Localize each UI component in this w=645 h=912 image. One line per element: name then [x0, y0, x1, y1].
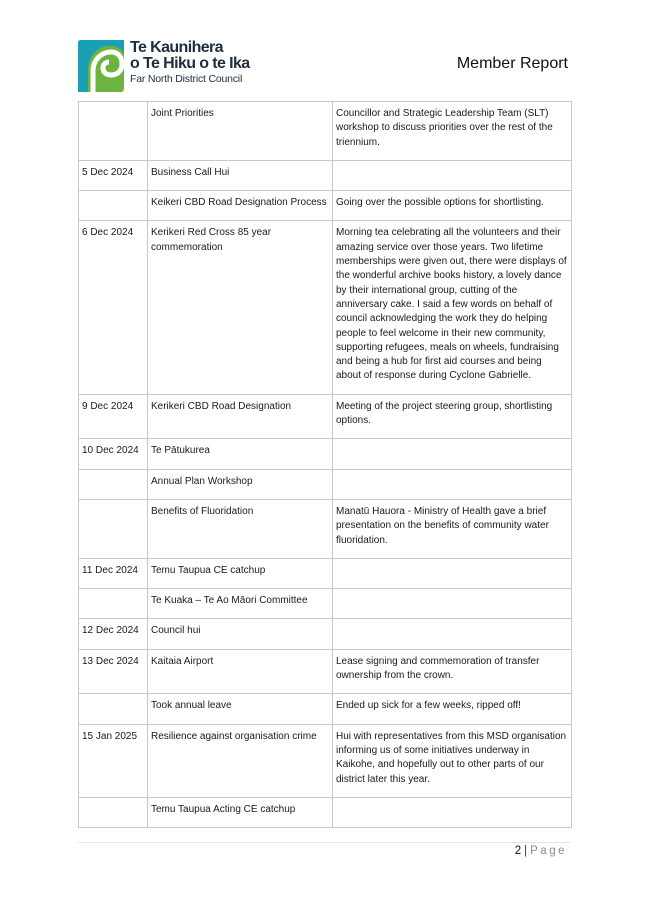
activity-cell: Took annual leave	[148, 694, 333, 724]
council-logo	[78, 39, 250, 96]
notes-cell	[333, 160, 572, 190]
date-cell	[79, 589, 148, 619]
notes-cell	[333, 589, 572, 619]
footer-separator: |	[524, 845, 528, 857]
notes-cell: Hui with representatives from this MSD organisation informing us of some initiatives underway in Kaikohe, and hopefully out to other parts of our district later this year.	[333, 724, 572, 797]
council-emblem-icon	[78, 40, 126, 94]
notes-cell	[333, 619, 572, 649]
table-row	[79, 619, 572, 649]
date-cell	[79, 191, 148, 221]
activity-cell: Benefits of Fluoridation	[148, 499, 333, 558]
table-row	[79, 558, 572, 588]
activity-cell: Resilience against organisation crime	[148, 724, 333, 797]
activity-cell: Kerikeri CBD Road Designation	[148, 394, 333, 439]
notes-cell: Lease signing and commemoration of transfer ownership from the crown.	[333, 649, 572, 694]
date-cell	[79, 469, 148, 499]
table-row	[79, 694, 572, 724]
date-cell	[79, 797, 148, 827]
notes-cell	[333, 469, 572, 499]
notes-cell	[333, 558, 572, 588]
table-row	[79, 439, 572, 469]
table-row	[79, 102, 572, 161]
table-row	[79, 589, 572, 619]
date-cell	[79, 499, 148, 558]
date-cell: 10 Dec 2024	[79, 439, 148, 469]
date-cell: 13 Dec 2024	[79, 649, 148, 694]
footer-divider	[78, 842, 571, 843]
page-title: Member Report	[456, 55, 568, 72]
notes-cell: Morning tea celebrating all the volunteers and their amazing service over those years. Two lifetime memberships were given out, there were displays of the wonderful archive books history, a lovely dance by their international group, cutting of the anniversary cake. I said a few words on behalf of council acknowledging the work they do helping people to feel welcome in their new community, supporting refugees, meals on wheels, fundraising and being a hub for first aid courses and being about of response during Cyclone Gabrielle.	[333, 221, 572, 394]
logo-line-2: o Te Hiku o te Ika	[130, 55, 250, 72]
notes-cell: Ended up sick for a few weeks, ripped off!	[333, 694, 572, 724]
logo-line-3: Far North District Council	[130, 73, 243, 85]
activity-cell: Temu Taupua Acting CE catchup	[148, 797, 333, 827]
page-footer	[515, 845, 567, 857]
date-cell: 15 Jan 2025	[79, 724, 148, 797]
table-row	[79, 191, 572, 221]
notes-cell: Meeting of the project steering group, shortlisting options.	[333, 394, 572, 439]
activity-cell: Annual Plan Workshop	[148, 469, 333, 499]
activity-cell: Joint Priorities	[148, 102, 333, 161]
activity-cell: Business Call Hui	[148, 160, 333, 190]
notes-cell	[333, 797, 572, 827]
table-row	[79, 649, 572, 694]
notes-cell: Councillor and Strategic Leadership Team (SLT) workshop to discuss priorities over the rest of the triennium.	[333, 102, 572, 161]
activity-cell: Keikeri CBD Road Designation Process	[148, 191, 333, 221]
activity-table	[78, 101, 572, 828]
table-row	[79, 499, 572, 558]
page-number: 2	[514, 845, 522, 857]
table-row	[79, 469, 572, 499]
activity-cell: Te Kuaka – Te Ao Māori Committee	[148, 589, 333, 619]
table-row	[79, 797, 572, 827]
activity-cell: Council hui	[148, 619, 333, 649]
date-cell: 6 Dec 2024	[79, 221, 148, 394]
activity-cell: Temu Taupua CE catchup	[148, 558, 333, 588]
page-label: Page	[530, 845, 567, 857]
notes-cell: Manatū Hauora - Ministry of Health gave a brief presentation on the benefits of community water fluoridation.	[333, 499, 572, 558]
date-cell: 9 Dec 2024	[79, 394, 148, 439]
activity-cell: Te Pātukurea	[148, 439, 333, 469]
notes-cell: Going over the possible options for shortlisting.	[333, 191, 572, 221]
date-cell	[79, 694, 148, 724]
table-row	[79, 394, 572, 439]
table-row	[79, 221, 572, 394]
date-cell: 11 Dec 2024	[79, 558, 148, 588]
date-cell: 12 Dec 2024	[79, 619, 148, 649]
table-row	[79, 724, 572, 797]
activity-cell: Kerikeri Red Cross 85 year commemoration	[148, 221, 333, 394]
activity-cell: Kaitaia Airport	[148, 649, 333, 694]
logo-line-1: Te Kaunihera	[130, 39, 223, 56]
date-cell: 5 Dec 2024	[79, 160, 148, 190]
notes-cell	[333, 439, 572, 469]
date-cell	[79, 102, 148, 161]
table-row	[79, 160, 572, 190]
